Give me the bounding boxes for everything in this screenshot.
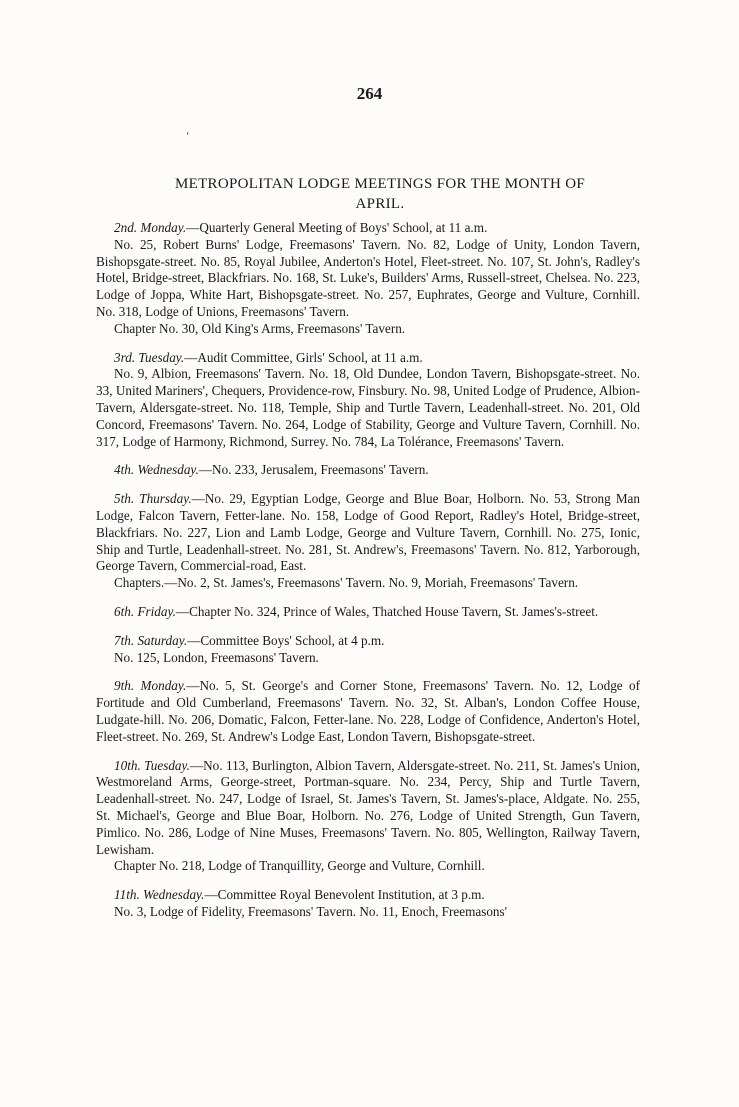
day-label: 2nd. Monday. [114, 220, 187, 235]
meeting-text: Chapters.—No. 2, St. James's, Freemasons' Tavern. No. 9, Moriah, Freemasons' Tavern. [114, 575, 579, 591]
day-label: 9th. Monday. [114, 678, 187, 694]
meeting-text: No. 125, London, Freemasons' Tavern. [114, 649, 319, 665]
page-title [110, 174, 650, 214]
meeting-paragraph [96, 575, 640, 592]
meeting-text: —Quarterly General Meeting of Boys' School, at 11 a.m. [186, 220, 488, 235]
day-section [96, 220, 640, 338]
meeting-text: Chapter No. 30, Old King's Arms, Freemasons' Tavern. [114, 320, 406, 336]
meeting-paragraph [96, 904, 640, 921]
day-section [96, 678, 640, 745]
meeting-text: —Chapter No. 324, Prince of Wales, Thatched House Tavern, St. James's-street. [175, 603, 599, 619]
meeting-paragraph [96, 858, 640, 875]
meeting-text: —No. 5, St. George's and Corner Stone, Freemasons' Tavern. No. 12, Lodge of Fortitude and Old Cumberland, Freemasons' Tavern. No. 32, St. Alban's, London Coffee House, Ludgate-hill. No. 206, Domatic, Falcon, Fetter-lane. No. 228, Lodge of Confidence, Anderton's Hotel, Fleet-street. No. 269, St. Andrew's Lodge East, London Tavern, Bishopsgate-street. [96, 678, 640, 744]
day-entry [96, 887, 640, 904]
meeting-paragraph [96, 366, 640, 450]
day-entry [96, 220, 640, 237]
day-entry [96, 491, 640, 575]
meeting-text: No. 3, Lodge of Fidelity, Freemasons' Tavern. No. 11, Enoch, Freemasons' [114, 903, 508, 919]
day-section [96, 604, 640, 621]
day-label: 6th. Friday. [114, 603, 176, 619]
meeting-text: No. 9, Albion, Freemasons' Tavern. No. 18, Old Dundee, London Tavern, Bishopsgate-street. No. 33, United Mariners', Chequers, Providence-row, Finsbury. No. 98, United Lodge of Prudence, Albion-Tavern, Aldersgate-street. No. 118, Temple, Ship and Turtle Tavern, Leadenhall-street. No. 201, Old Concord, Freemasons' Tavern. No. 264, Lodge of Stability, George and Vulture Tavern, Cornhill. No. 317, Lodge of Harmony, Richmond, Surrey. No. 784, La Tolérance, Freemasons' Tavern. [96, 366, 640, 449]
meeting-text: —No. 233, Jerusalem, Freemasons' Tavern. [198, 462, 429, 478]
title-line-2: APRIL. [355, 196, 405, 212]
meeting-paragraph [96, 650, 640, 667]
meeting-text: —No. 113, Burlington, Albion Tavern, Aldersgate-street. No. 211, St. James's Union, Westmoreland Arms, George-street, Portman-square. No. 234, Percy, Ship and Turtle Tavern, Leadenhall-street. No. 247, Lodge of Israel, St. James's Tavern, St. James's-place, Aldgate. No. 255, St. Michael's, George and Blue Boar, Holborn. No. 276, Lodge of United Strength, Gun Tavern, Pimlico. No. 286, Lodge of Nine Muses, Freemasons' Tavern. No. 805, Wellington, Railway Tavern, Lewisham. [96, 757, 640, 857]
day-section [96, 633, 640, 667]
printer-mark-icon: ʻ [186, 131, 190, 142]
meetings-list [96, 220, 640, 933]
day-label: 3rd. Tuesday. [114, 349, 185, 365]
day-section [96, 491, 640, 592]
day-label: 5th. Thursday. [114, 491, 192, 507]
day-entry [96, 350, 640, 367]
day-entry [96, 462, 640, 479]
title-line-1: METROPOLITAN LODGE MEETINGS FOR THE MONTH OF [174, 176, 586, 192]
day-section [96, 350, 640, 451]
day-label: 4th. Wednesday. [114, 462, 199, 478]
day-entry [96, 633, 640, 650]
meeting-text: No. 25, Robert Burns' Lodge, Freemasons' Tavern. No. 82, Lodge of Unity, London Tavern, Bishopsgate-street. No. 85, Royal Jubilee, Anderton's Hotel, Fleet-street. No. 107, St. John's, Radley's Hotel, Bridge-street, Blackfriars. No. 168, St. Luke's, Builders' Arms, Russell-street, Chelsea. No. 223, Lodge of Joppa, White Hart, Bishopsgate-street. No. 257, Euphrates, George and Vulture, Cornhill. No. 318, Lodge of Unions, Freemasons' Tavern. [96, 236, 640, 319]
meeting-paragraph [96, 237, 640, 321]
day-entry [96, 678, 640, 745]
day-label: 7th. Saturday. [114, 632, 188, 648]
day-entry [96, 758, 640, 859]
day-section [96, 887, 640, 921]
meeting-text: —No. 29, Egyptian Lodge, George and Blue Boar, Holborn. No. 53, Strong Man Lodge, Falcon Tavern, Fetter-lane. No. 158, Lodge of Good Report, Radley's Hotel, Bridge-street, Blackfriars. No. 227, Lion and Lamb Lodge, George and Vulture Tavern, Cornhill. No. 275, Ionic, Ship and Turtle, Leadenhall-street. No. 281, St. Andrew's, Freemasons' Tavern. No. 812, Yarborough, George Tavern, Commercial-road, East. [96, 491, 640, 574]
meeting-text: —Committee Royal Benevolent Institution, at 3 p.m. [204, 887, 485, 903]
day-section [96, 462, 640, 479]
day-label: 11th. Wednesday. [114, 887, 205, 903]
meeting-paragraph [96, 321, 640, 338]
day-section [96, 758, 640, 876]
meeting-text: Chapter No. 218, Lodge of Tranquillity, George and Vulture, Cornhill. [114, 858, 485, 874]
page-number: 264 [356, 84, 383, 103]
day-label: 10th. Tuesday. [114, 757, 190, 773]
meeting-text: —Committee Boys' School, at 4 p.m. [187, 632, 385, 648]
meeting-text: —Audit Committee, Girls' School, at 11 a.m. [184, 349, 423, 365]
day-entry [96, 604, 640, 621]
